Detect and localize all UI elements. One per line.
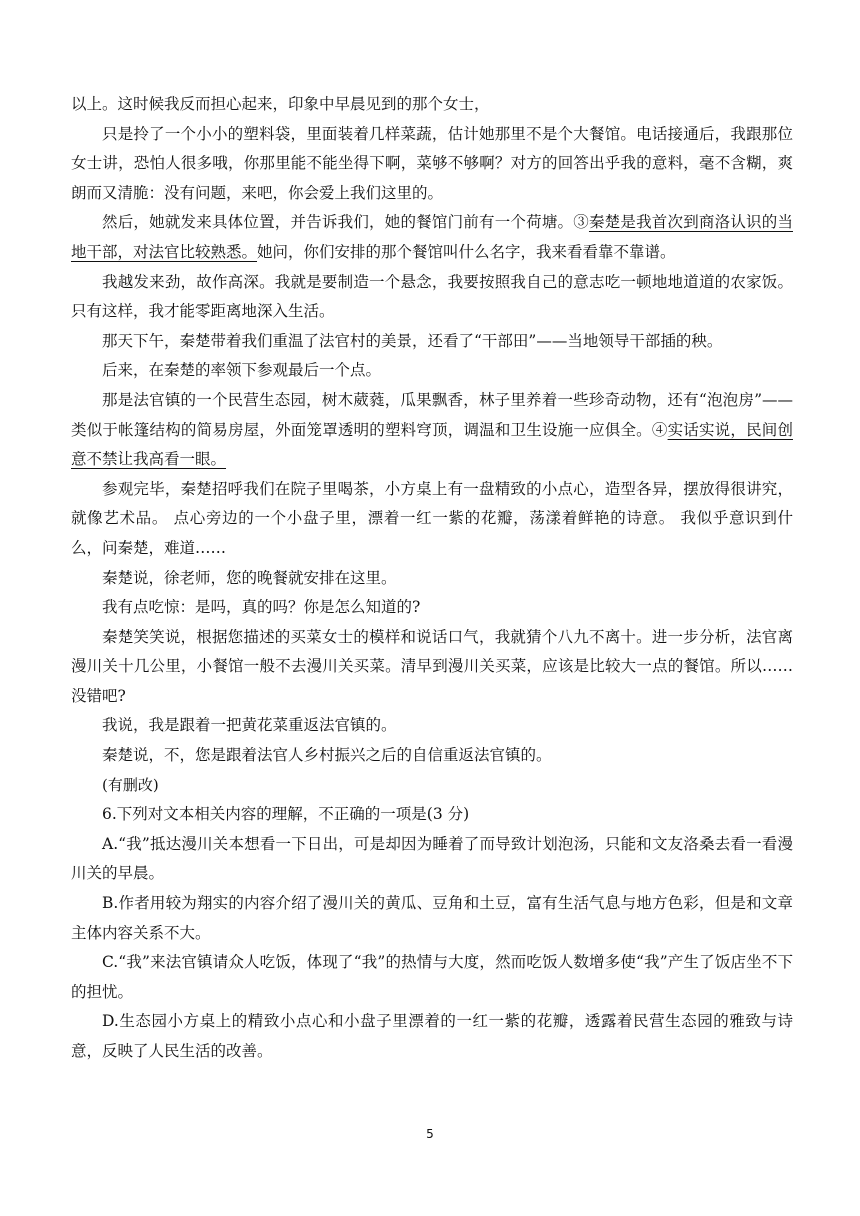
text-segment: 她问，你们安排的那个餐馆叫什么名字，我来看看靠不靠谱。: [257, 242, 676, 261]
text-segment: 然后，她就发来具体位置，并告诉我们，她的餐馆门前有一个荷塘。③: [102, 213, 589, 232]
paragraph-confidence: 秦楚说，不，您是跟着法官人乡村振兴之后的自信重返法官镇的。: [102, 746, 552, 765]
text-segment: 那是法官镇的一个民营生态园，树木葳蕤，瓜果飘香，林子里养着一些珍奇动物，还有“泡泡房”——类似于帐篷结构的简易房屋，外面笼罩透明的塑料穹顶，调温和卫生设施一应俱全。④: [71, 390, 793, 439]
option-c: C.“我”来法官镇请众人吃饭，体现了“我”的热情与大度，然而吃饭人数增多使“我”产生了饭店坐不下的担忧。: [71, 953, 793, 1001]
question-6: 6.下列对文本相关内容的理解，不正确的一项是(3 分): [102, 805, 470, 824]
paragraph-daylily: 我说，我是跟着一把黄花菜重返法官镇的。: [102, 716, 397, 735]
article-body: [71, 90, 793, 1067]
underlined-sentence-3: 秦楚是我首次到商洛认识的当地干部，对法官比较熟悉。: [71, 213, 793, 261]
paragraph-phone-call: 只是拎了一个小小的塑料袋，里面装着几样菜蔬，估计她那里不是个大餐馆。电话接通后，我跟那位女士讲，恐怕人很多哦，你那里能不能坐得下啊，菜够不够啊？对方的回答出乎我的意料，毫不含糊，爽朗而又清脆：没有问题，来吧，你会爱上我们这里的。: [71, 124, 793, 202]
paragraph-dinner: 秦楚说，徐老师，您的晚餐就安排在这里。: [102, 568, 397, 587]
paragraph-suspense: 我越发来劲，故作高深。我就是要制造一个悬念，我要按照我自己的意志吃一顿地地道道的农家饭。只有这样，我才能零距离地深入生活。: [71, 272, 793, 321]
paragraph-afternoon: 那天下午，秦楚带着我们重温了法官村的美景，还看了“干部田”——当地领导干部插的秧。: [102, 331, 723, 350]
paragraph-continuation: 以上。这时候我反而担心起来，印象中早晨见到的那个女士，: [71, 95, 490, 113]
underlined-sentence-4: 实话实说，民间创意不禁让我高看一眼。: [71, 420, 793, 469]
paragraph-surprise: 我有点吃惊：是吗，真的吗？你是怎么知道的?: [102, 598, 421, 617]
paragraph-analysis: 秦楚笑笑说，根据您描述的买菜女士的模样和说话口气，我就猜个八九不离十。进一步分析，法官离漫川关十几公里，小餐馆一般不去漫川关买菜。清早到漫川关买菜，应该是比较大一点的餐馆。所以……没错吧?: [71, 627, 793, 705]
paragraph-eco-park: [71, 386, 793, 475]
option-b: B.作者用较为翔实的内容介绍了漫川关的黄瓜、豆角和土豆，富有生活气息与地方色彩，但是和文章主体内容关系不大。: [71, 894, 793, 942]
paragraph-last-stop: 后来，在秦楚的率领下参观最后一个点。: [102, 361, 382, 380]
paragraph-tea: 参观完毕，秦楚招呼我们在院子里喝茶，小方桌上有一盘精致的小点心，造型各异，摆放得很讲究，就像艺术品。 点心旁边的一个小盘子里，漂着一红一紫的花瓣，荡漾着鲜艳的诗意。 我似乎意识到什么，问秦楚，难道……: [71, 479, 793, 557]
edit-note: (有删改): [102, 775, 159, 794]
paragraph-lotus-pond: [71, 208, 793, 267]
option-d: D.生态园小方桌上的精致小点心和小盘子里漂着的一红一紫的花瓣，透露着民营生态园的雅致与诗意，反映了人民生活的改善。: [71, 1012, 793, 1060]
page-number: 5: [426, 1127, 434, 1141]
option-a: A.“我”抵达漫川关本想看一下日出，可是却因为睡着了而导致计划泡汤，只能和文友洛桑去看一看漫川关的早晨。: [71, 834, 793, 883]
